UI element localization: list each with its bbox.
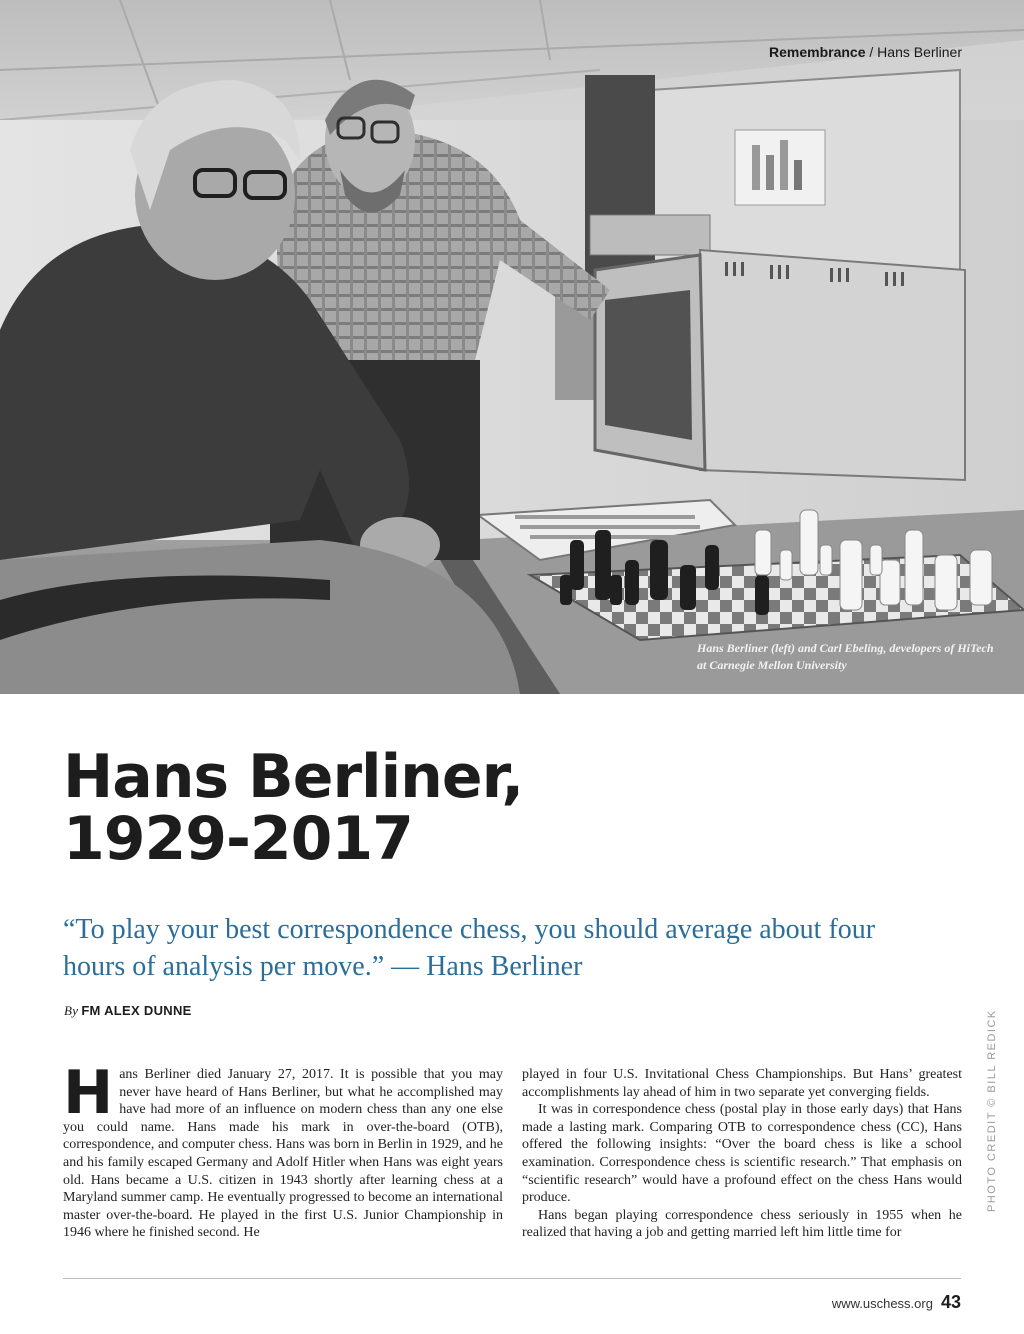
photo-credit: PHOTO CREDIT © BILL REDICK [986, 1009, 998, 1212]
body-paragraph: Hans began playing correspondence chess seriously in 1955 when he realized that having a job and getting married left him little time for [522, 1207, 962, 1241]
body-column-right [522, 1066, 962, 1242]
byline-author: FM ALEX DUNNE [81, 1003, 192, 1018]
section-separator: / [865, 44, 878, 60]
photo-caption: Hans Berliner (left) and Carl Ebeling, developers of HiTech at Carnegie Mellon University [697, 641, 994, 672]
body-paragraph: played in four U.S. Invitational Chess Championships. But Hans’ greatest accomplishments lay ahead of him in two separate yet converging fields. [522, 1067, 962, 1100]
section-label: Remembrance [769, 44, 866, 60]
article-title-line-1: Hans Berliner, [63, 742, 524, 812]
section-header [769, 44, 962, 60]
byline-prefix: By [64, 1003, 79, 1018]
footer-divider [63, 1278, 961, 1279]
page-footer [832, 1292, 961, 1313]
article-title-line-2: 1929-2017 [63, 804, 413, 874]
body-paragraph [63, 1058, 503, 1242]
body-paragraph: It was in correspondence chess (postal play in those early days) that Hans made a lasting mark. Comparing OTB to correspondence chess (CC), Hans offered the following insights: “Over the board chess is like a school examination. Correspondence chess is scientific research.” That emphasis on “scientific research” would have a profound effect on the chess Hans would produce. [522, 1102, 962, 1206]
body-column-left [63, 1058, 503, 1242]
byline [64, 1003, 192, 1019]
section-topic: Hans Berliner [877, 44, 962, 60]
article-title [63, 742, 943, 874]
page-number: 43 [940, 1292, 961, 1312]
body-paragraph-text: ans Berliner died January 27, 2017. It is possible that you may never have heard of Hans Berliner, but what he accomplished may have had more of an influence on modern chess than any one else you could name. Hans made his mark in over-the-board (OTB), correspondence, and computer chess. Hans was born in Berlin in 1929, and he and his family escaped Germany and Adolf Hitler when Hans was eight years old. Hans became a U.S. citizen in 1943 shortly after learning chess at a Maryland summer camp. He eventually progressed to become an international master over-the-board. He played in the first U.S. Junior Championship in 1946 where he finished second. He [63, 1067, 503, 1241]
pull-quote: “To play your best correspondence chess, you should average about four hours of analysis per move.” — Hans Berliner [63, 914, 876, 982]
footer-url: www.uschess.org [831, 1296, 933, 1311]
drop-cap: H [63, 1058, 114, 1128]
